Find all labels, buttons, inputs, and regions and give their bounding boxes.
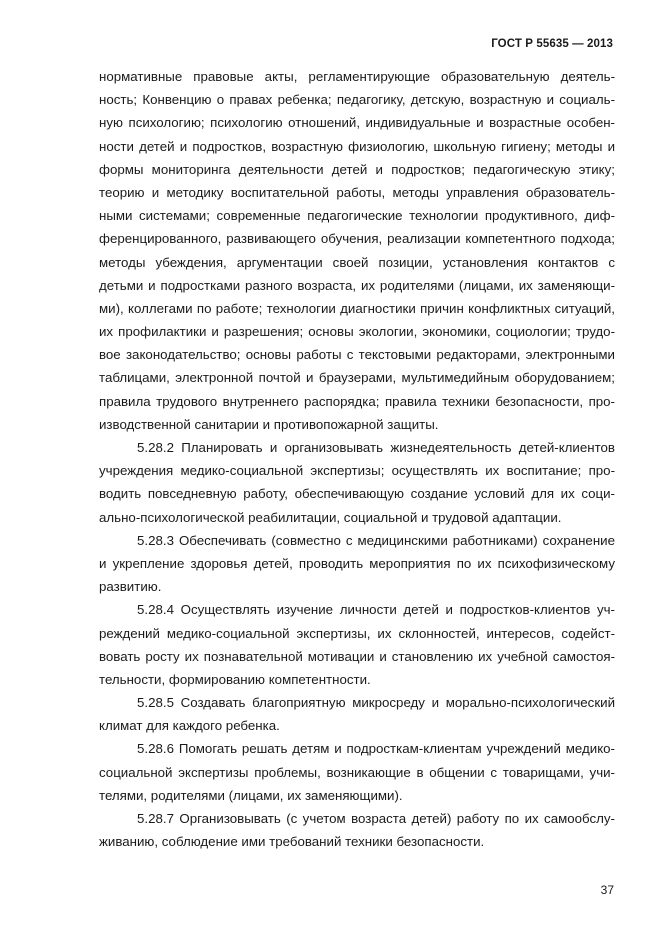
paragraph-p5 (99, 691, 615, 737)
text-line: теорию и методику воспитательной работы, методы управления образователь- (99, 184, 615, 200)
text-line: телями, родителями (лицами, их заменяющими). (99, 787, 403, 803)
paragraph-p2 (99, 436, 615, 529)
text-line: ными системами; современные педагогические технологии продуктивного, диф- (99, 208, 615, 224)
document-body (99, 65, 615, 853)
text-line: ности детей и подростков, возрастную физиологию, школьную гигиену; методы и (99, 138, 615, 154)
text-line: тельности, формированию компетентности. (99, 671, 371, 687)
text-line: таблицами, электронной почтой и браузерами, мультимедийным оборудованием; (99, 370, 615, 386)
text-line: ми), коллегами по работе; технологии диагностики причин конфликтных ситуаций, (99, 300, 615, 316)
text-line: живанию, соблюдение ими требований техники безопасности. (99, 834, 485, 850)
text-line: их профилактики и разрешения; основы экологии, экономики, социологии; трудо- (99, 324, 615, 340)
text-line: 5.28.7 Организовывать (с учетом возраста детей) работу по их самообслу- (137, 811, 615, 826)
text-line: социальной экспертизы проблемы, возникающие в общении с товарищами, учи- (99, 764, 615, 780)
text-line: 5.28.5 Создавать благоприятную микросреду и морально-психологический (137, 695, 615, 711)
text-line: учреждения медико-социальной экспертизы; осуществлять их воспитание; про- (99, 463, 615, 479)
text-line: и укрепление здоровья детей, проводить мероприятия по их психофизическому (99, 555, 615, 571)
text-line: вовать росту их познавательной мотивации и становлению их учебной самостоя- (99, 648, 615, 664)
paragraph-p6 (99, 737, 615, 807)
paragraph-p4 (99, 598, 615, 691)
text-line: изводственной санитарии и противопожарной защиты. (99, 416, 439, 432)
text-line: климат для каждого ребенка. (99, 718, 280, 734)
text-line: ную психологию; психологию отношений, индивидуальные и возрастные особен- (99, 115, 615, 131)
text-line: 5.28.4 Осуществлять изучение личности детей и подростков-клиентов уч- (137, 602, 615, 618)
document-code-header: ГОСТ Р 55635 — 2013 (491, 38, 613, 50)
text-line: 5.28.3 Обеспечивать (совместно с медицинскими работниками) сохранение (137, 532, 615, 548)
text-line: правила трудового внутреннего распорядка; правила техники безопасности, про- (99, 393, 615, 409)
text-line: 5.28.2 Планировать и организовывать жизнедеятельность детей-клиентов (137, 440, 615, 455)
text-line: 5.28.6 Помогать решать детям и подросткам-клиентам учреждений медико- (137, 741, 615, 757)
text-line: детьми и подростками разного возраста, их родителями (лицами, их заменяющи- (99, 277, 615, 293)
text-line: вое законодательство; основы работы с текстовыми редакторами, электронными (99, 347, 615, 363)
paragraph-p7 (99, 807, 615, 853)
text-line: формы мониторинга деятельности детей и подростков; педагогическую этику; (99, 161, 615, 177)
paragraph-p3 (99, 529, 615, 599)
page-number: 37 (600, 883, 614, 897)
text-line: развитию. (99, 579, 162, 595)
text-line: реждений медико-социальной экспертизы, их склонностей, интересов, содейст- (99, 625, 615, 641)
paragraph-p1 (99, 65, 615, 436)
text-line: ференцированного, развивающего обучения, реализации компетентного подхода; (99, 231, 615, 247)
text-line: методы убеждения, аргументации своей позиции, установления контактов с (99, 254, 615, 270)
text-line: ально-психологической реабилитации, социальной и трудовой адаптации. (99, 509, 562, 525)
text-line: ность; Конвенцию о правах ребенка; педагогику, детскую, возрастную и социаль- (99, 92, 615, 108)
text-line: водить повседневную работу, обеспечивающую создание условий для их соци- (99, 486, 615, 502)
text-line: нормативные правовые акты, регламентирующие образовательную деятель- (99, 69, 615, 84)
